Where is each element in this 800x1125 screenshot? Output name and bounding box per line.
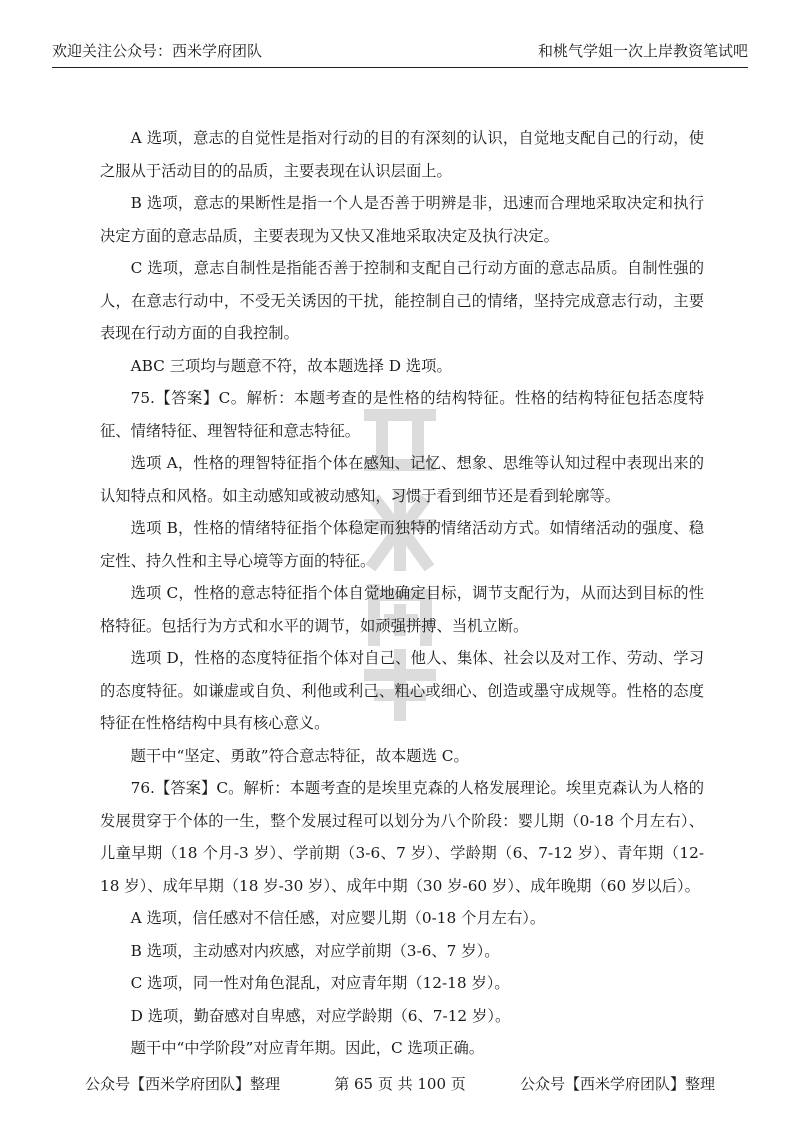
paragraph: 选项 D，性格的态度特征指个体对自己、他人、集体、社会以及对工作、劳动、学习的态度特征。如谦虚或自负、利他或利己、粗心或细心、创造或墨守成规等。性格的态度特征在性格结构中具有核心意义。	[100, 649, 704, 732]
paragraph: A 选项，意志的自觉性是指对行动的目的有深刻的认识，自觉地支配自己的行动，使之服从于活动目的的品质，主要表现在认识层面上。	[100, 129, 704, 180]
page-header	[52, 40, 748, 61]
document-body	[100, 122, 704, 1065]
paragraph: D 选项，勤奋感对自卑感，对应学龄期（6、7-12 岁）。	[130, 1006, 511, 1025]
paragraph: 选项 A，性格的理智特征指个体在感知、记忆、想象、思维等认知过程中表现出来的认知特点和风格。如主动感知或被动感知，习惯于看到细节还是看到轮廓等。	[100, 454, 704, 505]
page-footer	[85, 1073, 715, 1094]
paragraph: 75.【答案】C。解析：本题考查的是性格的结构特征。性格的结构特征包括态度特征、情绪特征、理智特征和意志特征。	[100, 389, 704, 440]
header-right-text: 和桃气学姐一次上岸教资笔试吧	[537, 42, 748, 60]
header-divider	[52, 67, 748, 68]
page-number: 第 65 页 共 100 页	[334, 1075, 466, 1093]
footer-left-text: 公众号【西米学府团队】整理	[85, 1075, 281, 1093]
paragraph: B 选项，主动感对内疚感，对应学前期（3-6、7 岁）。	[130, 941, 500, 960]
paragraph: 题干中“坚定、勇敢”符合意志特征，故本题选 C。	[130, 746, 469, 765]
paragraph: A 选项，信任感对不信任感，对应婴儿期（0-18 个月左右）。	[130, 909, 546, 927]
paragraph: 选项 C，性格的意志特征指个体自觉地确定目标，调节支配行为，从而达到目标的性格特征。包括行为方式和水平的调节，如顽强拼搏、当机立断。	[100, 584, 704, 635]
footer-right-text: 公众号【西米学府团队】整理	[519, 1075, 715, 1093]
paragraph: 76.【答案】C。解析：本题考查的是埃里克森的人格发展理论。埃里克森认为人格的发展贯穿于个体的一生，整个发展过程可以划分为八个阶段：婴儿期（0-18 个月左右）、儿童早期（18 个月-3 岁）、学前期（3-6、7 岁）、学龄期（6、7-12 岁）、青年期（12-18 岁）、成年早期（18 岁-30 岁）、成年中期（30 岁-60 岁）、成年晚期（60 岁以后）。	[100, 779, 704, 895]
header-left-text: 欢迎关注公众号：西米学府团队	[52, 42, 263, 60]
paragraph: ABC 三项均与题意不符，故本题选择 D 选项。	[130, 356, 452, 375]
paragraph: C 选项，意志自制性是指能否善于控制和支配自己行动方面的意志品质。自制性强的人，在意志行动中，不受无关诱因的干扰，能控制自己的情绪，坚持完成意志行动，主要表现在行动方面的自我控制。	[100, 259, 704, 342]
paragraph: 题干中“中学阶段”对应青年期。因此，C 选项正确。	[130, 1039, 485, 1057]
paragraph: 选项 B，性格的情绪特征指个体稳定而独特的情绪活动方式。如情绪活动的强度、稳定性、持久性和主导心境等方面的特征。	[100, 519, 704, 570]
paragraph: C 选项，同一性对角色混乱，对应青年期（12-18 岁）。	[130, 974, 510, 992]
paragraph: B 选项，意志的果断性是指一个人是否善于明辨是非，迅速而合理地采取决定和执行决定方面的意志品质，主要表现为又快又准地采取决定及执行决定。	[100, 194, 704, 245]
